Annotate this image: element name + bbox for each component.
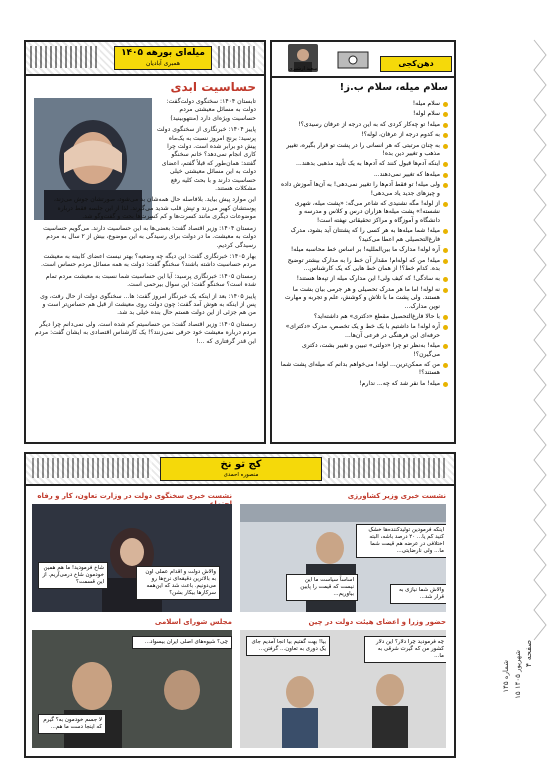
bottom-section (24, 452, 456, 758)
panel-photo-china-visit (240, 630, 446, 748)
right-author: سعید ارشیری (288, 66, 318, 72)
dialogue-item: سلام میله! (278, 100, 448, 108)
left-section-title-box (114, 46, 212, 70)
dialogue-item: با حالا فارغ‌التحصیل مقطع «دکتری» هم داشته‌اید؟ (278, 313, 448, 321)
speech-bubble: چه فرمودید چرا دلار؟ این دلار کشور من که گیرت شرقی به ما... (364, 636, 446, 663)
dialogue-item: میله! تو چه‌کار کردی که به این درجه از عرفان رسیدی؟! (278, 121, 448, 129)
bottom-ornament-right-icon (328, 458, 448, 478)
dialogue-item: میله! ما نفر شد که چه... ندارم! (278, 380, 448, 388)
panel-title: حضور وزرا و اعضای هیئت دولت در چین (308, 618, 446, 626)
right-column (270, 40, 456, 444)
right-headline: سلام میله، سلام ب.ز! (339, 82, 448, 93)
bottom-section-title: کج تو نخ (220, 459, 262, 470)
speech-bubble: والاش دولت و اقدام عملی اون به بالاترین دقیقه‌ای نرخ‌ها رو می‌دونیم. باعث شد که این‌همه سرکار‌ها بیکار بشن؟ (136, 566, 220, 600)
right-section-title-box (380, 56, 452, 72)
speech-bubble: شاخ فرمودید! ما هم همین خودمون شاخ درمی‌آریم. از این قسمت؟ (38, 562, 108, 589)
page-date: ۱۵ شهریور ۱۴۰۵ (514, 650, 522, 699)
right-column-header (272, 42, 454, 78)
dialogue-item: به سادگی! که کیف ولی! این مدارک میله از تپه‌ها هستند! (278, 275, 448, 283)
dialogue-item: من که ممکن‌ترین... لوله! می‌خواهم بدانم که میله‌ای پشت شما هستند؟! (278, 361, 448, 378)
bottom-ornament-left-icon (32, 458, 152, 478)
speech-bubble: اساساً سیاست ما این نیست که قیمت را پایین بیاوریم... (286, 574, 358, 601)
page-date-block (514, 650, 528, 760)
left-column-header (26, 42, 264, 76)
dialogue-item: به کدوم درجه از عرفان، لوله؟! (278, 131, 448, 139)
dialogue-item: به چنان مرتبتی که هر انسانی را در پشت تو قرار بگیره، تغییر مذهب و تغییر دین بده! (278, 142, 448, 159)
page-issue: شماره ۱۴۵ (502, 660, 510, 693)
speech-bubble: بیا! بهت گفتیم بیا انجا آمدیم جای یک دوری به تعاون... گرفتن... (246, 636, 330, 656)
panel-photo-agriculture-minister (240, 504, 446, 612)
speech-bubble: لا جسم خودمون به؟ گیرم که اینجا دست ما هم... (38, 714, 106, 734)
speech-bubble: والاش شما نیازی به قرار شد... (390, 584, 446, 604)
dialogue-item: میله! من که لوله‌ام! مقدار آن خط را به مدارک بیشتر توضیح بده. کدام خط؟! از همان خط هایی که یک کارشناس... (278, 257, 448, 274)
ornament-right-icon (218, 46, 258, 68)
dialogue-item: نه لوله! اما ما هر مدرک تحصیلی و هر جرمی بیان بشت ما هستند. ولی پشت ما با تلاش و کوشش، علم و تجربه و مهارت نوین مدارک... (278, 286, 448, 311)
dialogue-item: میله‌ها که تغییر نمی‌دهند... (278, 171, 448, 179)
dialogue-item: از لوله! مگه نشنیدی که شاعر می‌گه: «پشت میله، شهری نشسته!» پشت میله‌ها هزاران درس و کلاس و مدرسه و دانشگاه و آموزگاه و مراکز تحقیقاتی نهفته است! (278, 200, 448, 225)
page-issue-block (502, 660, 516, 750)
page-number: صفحه ۴ (524, 640, 533, 668)
left-paragraph: تابستان ۱۴۰۴: سخنگوی دولت‌گفت: دولت به مسائل معیشتی مردم حساسیت ویژه‌ای دارد (منتهوبینید) (166, 98, 256, 122)
bottom-header (26, 454, 454, 486)
left-section-title: میله‌ای بورهه ۱۴۰۵ (121, 48, 205, 58)
panel-title: نشست خبری سخنگوی دولت در وزارت تعاون، کار و رفاه (37, 492, 232, 500)
left-article-body (34, 98, 256, 434)
dialogue-item: اینکه آدم‌ها قبول کنند که آدم‌ها به یک تأیید مذهبی بدهند... (278, 160, 448, 168)
left-paragraph: زمستان ۱۴۰۵: وزیر اقتصاد گفت: من حساسیتم کم شده است. ولی نمی‌دانم چرا دیگر مردم درباره معیشت خود حرفی نمی‌زنند؟! یک کارشناس اقتصادی به ایشان گفت: مردم این قدر گرفتاری که ...! (35, 320, 256, 345)
dialogue-item: میله! شما میله‌ها به هر کسی را که پشتتان آید بشود، مدرک فارغ‌التحصیلی هم اعطا می‌کنید؟ (278, 227, 448, 244)
panel-title: نشست خبری وزیر کشاورزی (347, 492, 446, 500)
panel-title: مجلس شورای اسلامی (154, 618, 232, 626)
dialogue-item: ولی میله! تو فقط آدم‌ها را تغییر نمی‌دهی! به آن‌ها آموزش داده و چیزهای جدید یاد می‌دهی! (278, 181, 448, 198)
right-dialogue-list (278, 100, 448, 434)
dialogue-item: میله! به‌نظر تو چرا «دولتی» تبیین و تغییر بشت، دکتری می‌گیرن؟! (278, 342, 448, 359)
dialogue-item: آره لوله! ما داشتیم با یک خط و یک تخصص، مدرک «دکترای» حرفه‌ای این فرهنگی در فرعی آن‌ها... (278, 323, 448, 340)
speech-bubble: اینکه فرمودین تولیدکننده‌ها خشک کنید کم یا... ۲۰ درصد باشه، البته اختلافی در عرضه هم قیمت شما ما... ولی نارضایتی... (356, 524, 446, 558)
dialogue-item: سلام لوله! (278, 110, 448, 118)
left-paragraph: این موارد پیش بیاید. بلافاصله حال همه‌شان بد می‌شود، صورتشان جوش می‌زند، پوستشان کهیر می‌زند و تپش قلب شدید می‌گیرند. لذا از این جلسه فقط درباره موضوعات دیگری مانند کسرت‌ها و کم کسرت‌ها بحث و گفت‌وگو شد. (53, 196, 256, 221)
left-section-author: همبری آبادیان (145, 60, 181, 67)
left-paragraph: بهار ۱۴۰۵: خبرنگاری گفت: این دیگه چه وضعیه؟ بهتر نیست اعضای کابینه به معیشت مردم حساسیت داشته باشند؟ سخنگو گفت: دولت به همه مسائل مردم حساس است. (41, 252, 256, 269)
left-paragraph: زمستان ۱۴۰۴: وزیر اقتصاد گفت: بعضی‌ها به این حساسیت دارند. می‌گویم حساسیت دولت به معیشت. ما در دولت برای رسیدگی به این موضوع، بیش از ۲ سال به مردم رسیدگی کردیم. (43, 224, 256, 249)
left-headline: حساسیت ابدی (170, 80, 256, 94)
left-paragraph: پاییز ۱۴۰۴: خبرنگاری از سخنگوی دولت پرسید: برنج امروز نسبت به یک‌ماه پیش دو برابر شده است. دولت چرا کاری انجام نمی‌دهد؟ خانم سخنگو گفتند: همان‌طور که قبلاً گفتم، اعضای دولت به این مسائل معیشتی خیلی حساسیت دارند و با بحث کلیه رفع مشکلات هستند. (156, 126, 256, 193)
speech-bubble: چی؟ شیوه‌های اصلی ایران بیسواد... (132, 636, 232, 649)
dialogue-item: آره لوله! مدارک ما بین‌المللیه! بر اساس خط محاسبه میله! (278, 246, 448, 254)
right-section-title: دهن‌کجی (398, 59, 434, 68)
ornament-left-icon (30, 46, 100, 68)
sharpener-icon (334, 46, 374, 72)
left-paragraph: پاییز ۱۴۰۵: بعد از اینکه یک خبرنگار امروز گفت: ‌ها... سخنگوی دولت از حال رفت، وی پس از اینکه به هوش آمد گفت: چون دولت روی معیشت از قبل هم حساس‌تر است و من هم جزئی از این دولت هستم حال بنده خیلی بد شد. (40, 292, 256, 317)
bottom-title-box (160, 457, 322, 481)
panel-photo-cabinet-spokesperson (32, 504, 232, 612)
panel-photo-parliament (32, 630, 232, 748)
left-paragraph: زمستان ۱۴۰۵: خبرنگاری پرسید: آیا این حساسیت شما نسبت به معیشت مردم تمام شده است؟ سخنگو گفت: این سوال بیرحمی است. (45, 272, 256, 289)
bottom-section-author: منصوره احمدی (223, 472, 259, 478)
left-column (24, 40, 266, 444)
